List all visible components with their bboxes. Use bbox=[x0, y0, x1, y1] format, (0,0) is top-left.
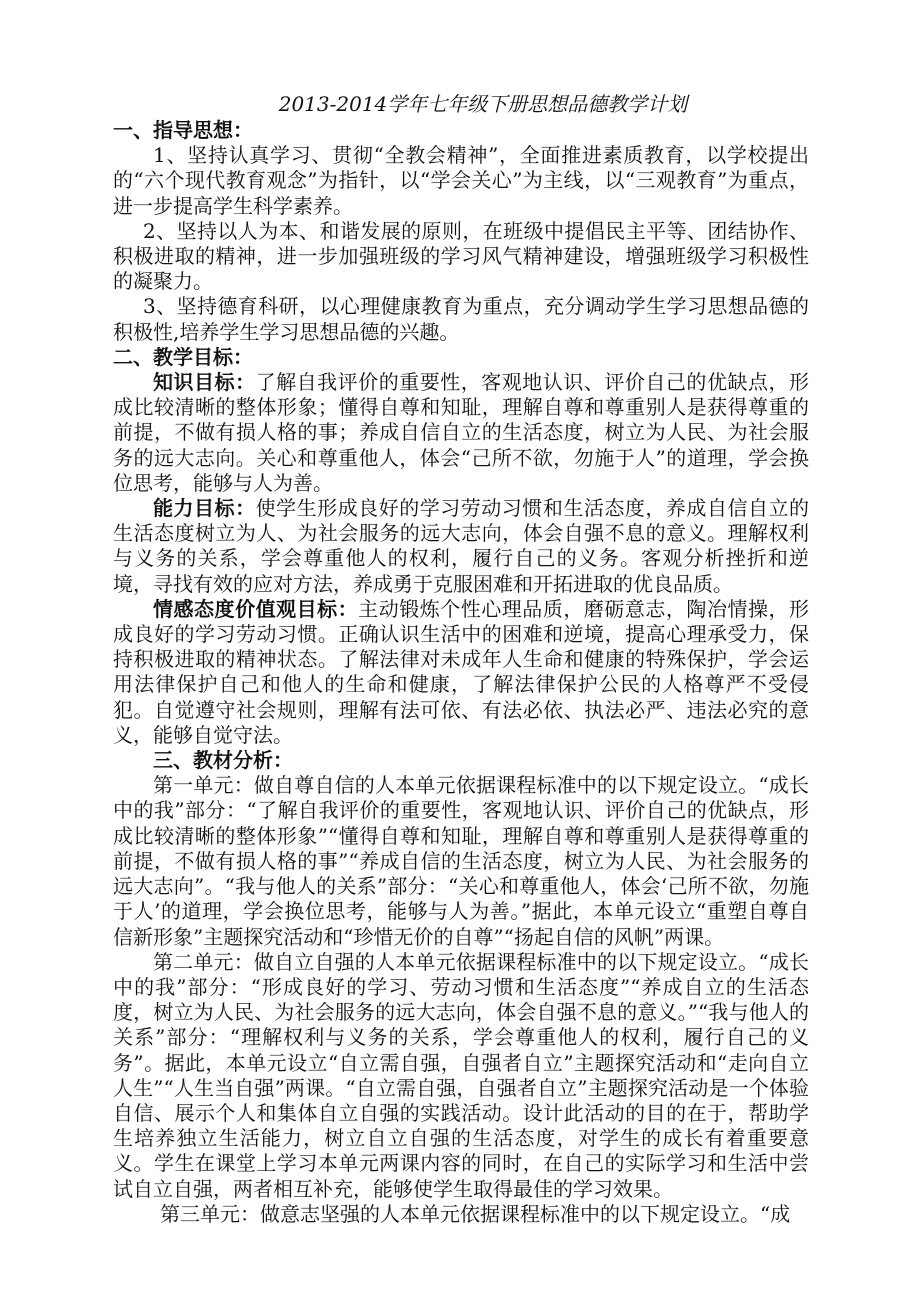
unit-3-paragraph: 第三单元：做意志坚强的人本单元依据课程标准中的以下规定设立。“成 bbox=[160, 1201, 791, 1226]
guiding-thought-paragraph-2: 2、坚持以人为本、和谐发展的原则，在班级中提倡民主平等、团结协作、积极进取的精神，进一步加强班级的学习风气精神建设，增强班级学习积极性的凝聚力。 bbox=[113, 218, 809, 294]
emotion-goal-paragraph bbox=[113, 597, 809, 748]
section-heading-textbook-analysis: 三、教材分析： bbox=[153, 748, 293, 773]
document-title: 2013-2014学年七年级下册思想品德教学计划 bbox=[278, 92, 688, 116]
unit-1-paragraph: 第一单元：做自尊自信的人本单元依据课程标准中的以下规定设立。“成长中的我”部分：“了解自我评价的重要性，客观地认识、评价自己的优缺点，形成比较清晰的整体形象”“懂得自尊和知耻，理解自尊和尊重别人是获得尊重的前提，不做有损人格的事”“养成自信的生活态度，树立为人民、为社会服务的远大志向”。“我与他人的关系”部分：“关心和尊重他人，体会‘己所不欲，勿施于人’的道理，学会换位思考，能够与人为善。”据此，本单元设立“重塑自尊自信新形象”主题探究活动和“珍惜无价的自尊”“扬起自信的风帆”两课。 bbox=[113, 773, 809, 949]
ability-goal-label: 能力目标： bbox=[153, 496, 256, 521]
knowledge-goal-paragraph bbox=[113, 370, 809, 496]
knowledge-goal-text: 了解自我评价的重要性，客观地认识、评价自己的优缺点，形成比较清晰的整体形象；懂得自尊和知耻，理解自尊和尊重别人是获得尊重的前提，不做有损人格的事；养成自信自立的生活态度，树立为人民、为社会服务的远大志向。关心和尊重他人，体会“己所不欲，勿施于人”的道理，学会换位思考，能够与人为善。 bbox=[113, 370, 810, 495]
emotion-goal-label: 情感态度价值观目标： bbox=[153, 596, 359, 621]
guiding-thought-paragraph-1: 1、坚持认真学习、贯彻“全教会精神”，全面推进素质教育，以学校提出的“六个现代教育观念”为指针，以“学会关心”为主线，以“三观教育”为重点，进一步提高学生科学素养。 bbox=[113, 143, 809, 218]
unit-2-paragraph: 第二单元：做自立自强的人本单元依据课程标准中的以下规定设立。“成长中的我”部分：“形成良好的学习、劳动习惯和生活态度”“养成自立的生活态度，树立为人民、为社会服务的远大志向，体会自强不息的意义。”“我与他人的关系”部分：“理解权利与义务的关系，学会尊重他人的权利，履行自己的义务”。据此，本单元设立“自立需自强，自强者自立”主题探究活动和“走向自立人生”“人生当自强”两课。“自立需自强，自强者自立”主题探究活动是一个体验自信、展示个人和集体自立自强的实践活动。设计此活动的目的在于，帮助学生培养独立生活能力，树立自立自强的生活态度，对学生的成长有着重要意义。学生在课堂上学习本单元两课内容的同时，在自己的实际学习和生活中尝试自立自强，两者相互补充，能够使学生取得最佳的学习效果。 bbox=[113, 949, 809, 1201]
guiding-thought-paragraph-3: 3、坚持德育科研，以心理健康教育为重点，充分调动学生学习思想品德的积极性,培养学生学习思想品德的兴趣。 bbox=[113, 294, 809, 344]
section-heading-teaching-goals: 二、教学目标： bbox=[113, 344, 253, 369]
emotion-goal-text: 主动锻炼个性心理品质，磨砺意志，陶冶情操，形成良好的学习劳动习惯。正确认识生活中的困难和逆境，提高心理承受力，保持积极进取的精神状态。了解法律对未成年人生命和健康的特殊保护，学会运用法律保护自己和他人的生命和健康，了解法律保护公民的人格尊严不受侵犯。自觉遵守社会规则，理解有法可依、有法必依、执法必严、违法必究的意义，能够自觉守法。 bbox=[113, 596, 810, 747]
document-page bbox=[113, 92, 809, 1227]
section-heading-guiding-thought: 一、指导思想： bbox=[113, 118, 253, 142]
ability-goal-text: 使学生形成良好的学习劳动习惯和生活态度，养成自信自立的生活态度树立为人、为社会服务的远大志向，体会自强不息的意义。理解权利与义务的关系，学会尊重他人的权利，履行自己的义务。客观分析挫折和逆境，寻找有效的应对方法，养成勇于克服困难和开拓进取的优良品质。 bbox=[113, 496, 810, 596]
ability-goal-paragraph bbox=[113, 496, 809, 597]
knowledge-goal-label: 知识目标： bbox=[153, 370, 256, 395]
